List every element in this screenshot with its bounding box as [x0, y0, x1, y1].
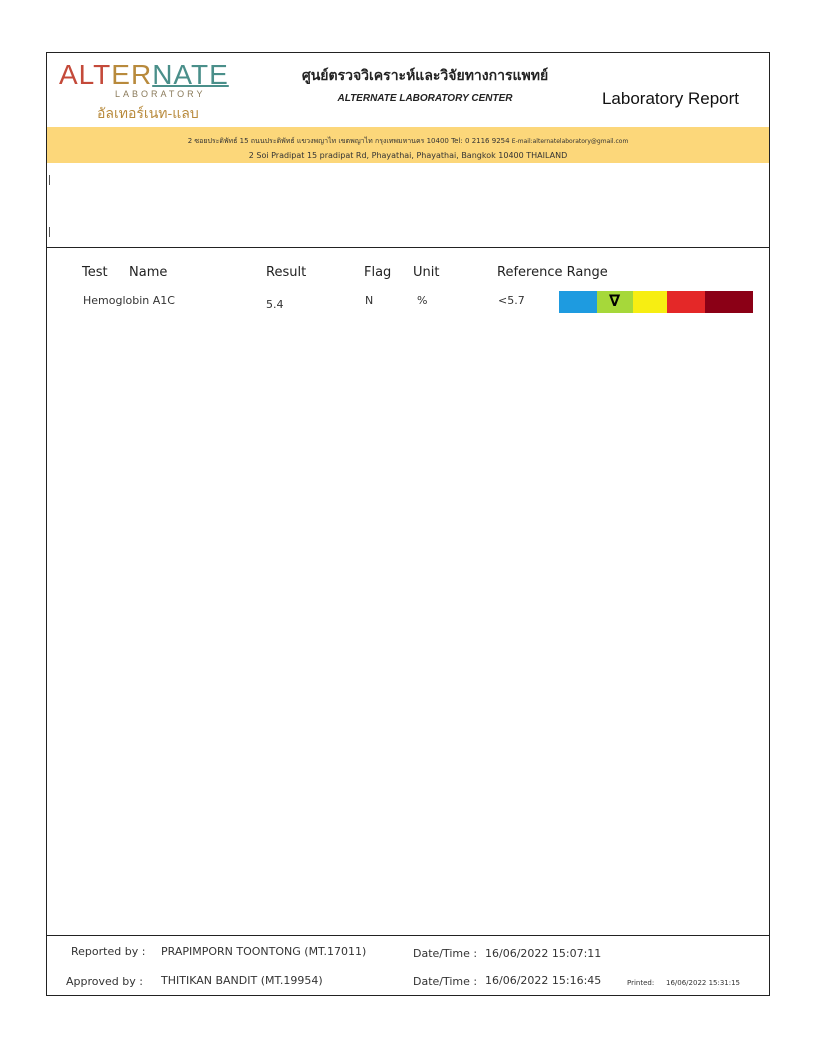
reference-cell: <5.7	[498, 294, 525, 307]
logo-wordmark: ALTERNATE	[59, 59, 229, 90]
report-title: Laboratory Report	[601, 89, 739, 108]
center-thai-name: ศูนย์ตรวจวิเคราะห์และวิจัยทางการแพทย์	[301, 68, 549, 84]
approved-datetime-label: Date/Time :	[413, 975, 478, 988]
reported-datetime: 16/06/2022 15:07:11	[485, 947, 602, 960]
center-english-name: ALTERNATE LABORATORY CENTER	[337, 93, 513, 104]
footer-divider	[47, 935, 769, 936]
approved-by-name: THITIKAN BANDIT (MT.19954)	[161, 974, 323, 987]
flag-cell: N	[365, 294, 374, 307]
printed-datetime: 16/06/2022 15:31:15	[666, 979, 741, 987]
lab-logo	[59, 59, 259, 125]
range-segment	[705, 291, 753, 313]
result-cell: 5.4	[266, 298, 284, 311]
address-band	[47, 127, 769, 163]
patient-info-area	[47, 163, 769, 247]
center-title	[285, 65, 565, 104]
col-header-reference: Reference Range	[497, 265, 608, 280]
report-frame	[46, 52, 770, 996]
logo-thai-name: อัลเทอร์เนท-แลบ	[97, 106, 199, 122]
printed-label: Printed:	[627, 979, 655, 987]
col-header-flag: Flag	[364, 265, 392, 280]
margin-mark	[49, 175, 50, 185]
logo-subtitle: LABORATORY	[115, 89, 206, 99]
reported-datetime-label: Date/Time :	[413, 947, 478, 960]
reported-by-label: Reported by :	[71, 945, 146, 958]
col-header-result: Result	[266, 265, 307, 280]
range-segment	[667, 291, 705, 313]
reference-range-bar	[559, 291, 753, 313]
reported-by-name: PRAPIMPORN TOONTONG (MT.17011)	[161, 945, 367, 958]
result-marker-icon: ∇	[609, 291, 621, 310]
range-segment	[633, 291, 667, 313]
margin-mark	[49, 227, 50, 237]
approved-by-label: Approved by :	[66, 975, 143, 988]
test-name-cell: Hemoglobin A1C	[83, 294, 175, 307]
header-divider	[47, 247, 769, 248]
range-segment	[559, 291, 597, 313]
col-header-test: Test	[82, 265, 108, 280]
unit-cell: %	[417, 294, 428, 307]
report-header	[47, 53, 769, 127]
email-address: E-mail:alternatelaboratory@gmail.com	[511, 138, 629, 145]
col-header-name: Name	[129, 265, 168, 280]
approved-datetime: 16/06/2022 15:16:45	[485, 974, 602, 987]
address-thai: 2 ซอยประดิพัทธ์ 15 ถนนประดิพัทธ์ แขวงพญาไท เขตพญาไท กรุงเทพมหานคร 10400 Tel: 0 2116 9254 E-mail:alternatelaboratory@gmail.com	[187, 137, 629, 145]
col-header-unit: Unit	[413, 265, 440, 280]
address-english: 2 Soi Pradipat 15 pradipat Rd, Phayathai, Phayathai, Bangkok 10400 THAILAND	[248, 151, 568, 160]
